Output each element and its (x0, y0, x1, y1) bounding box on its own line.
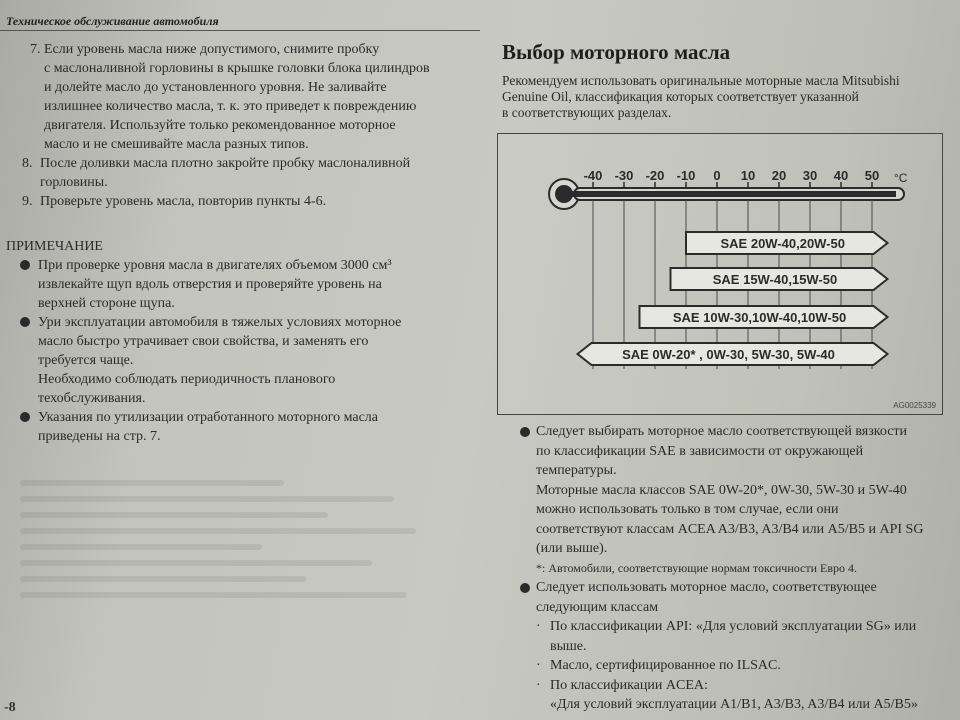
sub-bullet-icon: · (536, 677, 541, 693)
bleed-through-text (20, 470, 460, 700)
step-number: 9. (22, 194, 33, 209)
page-number: -8 (4, 700, 16, 715)
right-column-top (500, 40, 940, 121)
sub-bullet-icon: · (536, 658, 541, 673)
ghost-line (20, 496, 394, 502)
tick-label: 10 (740, 168, 756, 183)
figure-code: AG0025339 (893, 401, 936, 410)
note-line: приведены на стр. 7. (38, 429, 161, 444)
step-line: горловины. (40, 175, 108, 190)
step-number: 7. (30, 42, 41, 57)
viscosity-chart (497, 133, 943, 415)
note-line: Ури эксплуатации автомобиля в тяжелых условиях моторное (38, 315, 402, 330)
oil-bullet (500, 578, 940, 617)
oil-footnote: *: Автомобили, соответствующие нормам токсичности Евро 4. (536, 560, 858, 575)
step-7 (0, 40, 470, 154)
oil-bullet (500, 422, 940, 578)
step-line: и долейте масло до установленного уровня. Не заливайте (44, 80, 387, 95)
range-bar-label: SAE 0W-20* , 0W-30, 5W-30, 5W-40 (622, 347, 835, 362)
left-column (0, 40, 470, 446)
sub-line: «Для условий эксплуатации A1/B1, A3/B3, A3/B4 или A5/B5» (550, 697, 918, 712)
note-line: верхней стороне щупа. (38, 296, 175, 311)
note-line: требуется чаще. (38, 353, 134, 368)
ghost-line (20, 544, 262, 550)
oil-line: Следует выбирать моторное масло соответствующей вязкости (536, 424, 908, 439)
step-line: Если уровень масла ниже допустимого, снимите пробку (44, 42, 380, 57)
bullet-dot-icon (520, 427, 530, 437)
unit-label: °C (894, 171, 908, 185)
note-line: масло быстро утрачивает свои свойства, и заменять его (38, 334, 369, 349)
viscosity-chart-svg (498, 134, 942, 414)
tick-label: -30 (614, 168, 634, 183)
tick-label: -10 (676, 168, 696, 183)
step-8 (0, 154, 470, 192)
ghost-line (20, 528, 416, 534)
ghost-line (20, 512, 328, 518)
sub-line: Масло, сертифицированное по ILSAC. (550, 658, 781, 673)
step-9 (0, 192, 470, 211)
oil-line: соответствуют классам ACEA A3/B3, A3/B4 или A5/B5 и API SG (536, 521, 924, 537)
thermometer-mercury (564, 191, 896, 197)
sub-item (500, 656, 940, 676)
step-line: После доливки масла плотно закройте пробку маслоналивной (40, 156, 411, 171)
oil-line: Следует использовать моторное масло, соответствующее (536, 580, 877, 595)
right-column-bottom (500, 422, 940, 715)
tick-label: -20 (645, 168, 665, 183)
step-line: масло и не смешивайте масла разных типов. (44, 137, 309, 152)
note-line: Указания по утилизации отработанного моторного масла (38, 410, 378, 425)
oil-line: по классификации SAE в зависимости от окружающей (536, 443, 864, 459)
oil-line: можно использовать только в том случае, если они (536, 502, 839, 517)
note-line: При проверке уровня масла в двигателях объемом 3000 см³ (38, 258, 392, 273)
bullet-dot-icon (520, 583, 530, 593)
sub-item (500, 617, 940, 656)
bullet-dot-icon (20, 317, 30, 327)
note-bullet (0, 313, 470, 408)
note-line: извлекайте щуп вдоль отверстия и проверяйте уровень на (38, 277, 382, 292)
tick-label: -40 (583, 168, 603, 183)
note-line: техобслуживания. (38, 391, 146, 406)
sub-bullet-icon: · (536, 619, 541, 634)
step-line: двигателя. Используйте только рекомендованное моторное (44, 118, 396, 133)
bullet-dot-icon (20, 412, 30, 422)
oil-line: следующим классам (536, 599, 659, 615)
note-bullet (0, 408, 470, 446)
running-header: Техническое обслуживание автомобиля (6, 14, 219, 28)
oil-line: температуры. (536, 463, 617, 478)
note-bullet (0, 256, 470, 313)
oil-line: (или выше). (536, 541, 608, 556)
ghost-line (20, 560, 372, 566)
oil-line: Моторные масла классов SAE 0W-20*, 0W-30, 5W-30 и 5W-40 (536, 482, 907, 498)
bullet-dot-icon (20, 260, 30, 270)
sub-line: выше. (550, 638, 587, 654)
ghost-line (20, 592, 407, 598)
tick-label: 30 (802, 168, 818, 183)
header-rule (0, 30, 480, 31)
tick-label: 20 (771, 168, 787, 183)
note-line: Необходимо соблюдать периодичность планового (38, 372, 336, 387)
step-number: 8. (22, 156, 33, 171)
ghost-line (20, 480, 284, 486)
range-bar-label: SAE 10W-30,10W-40,10W-50 (672, 310, 847, 325)
tick-label: 50 (864, 168, 880, 183)
sub-item (500, 676, 940, 715)
intro-line: Рекомендуем использовать оригинальные моторные масла Mitsubishi (502, 73, 900, 88)
step-line: излишнее количество масла, т. к. это приведет к повреждению (44, 99, 417, 114)
section-title: Выбор моторного масла (502, 40, 731, 64)
ghost-line (20, 576, 306, 582)
intro-line: Genuine Oil, классификация которых соответствует указанной (502, 89, 859, 104)
intro-line: в соответствующих разделах. (502, 105, 672, 120)
step-line: Проверьте уровень масла, повторив пункты 4-6. (40, 194, 327, 209)
sub-line: По классификации API: «Для условий эксплуатации SG» или (550, 619, 917, 634)
note-heading: ПРИМЕЧАНИЕ (6, 239, 103, 254)
sub-line: По классификации ACEA: (550, 677, 708, 693)
intro-paragraph (502, 73, 940, 121)
step-line: с маслоналивной горловины в крышке головки блока цилиндров (44, 61, 430, 76)
range-bar-label: SAE 20W-40,20W-50 (720, 236, 845, 251)
range-bar-label: SAE 15W-40,15W-50 (712, 272, 838, 287)
tick-label: 0 (713, 168, 721, 183)
tick-label: 40 (833, 168, 849, 183)
